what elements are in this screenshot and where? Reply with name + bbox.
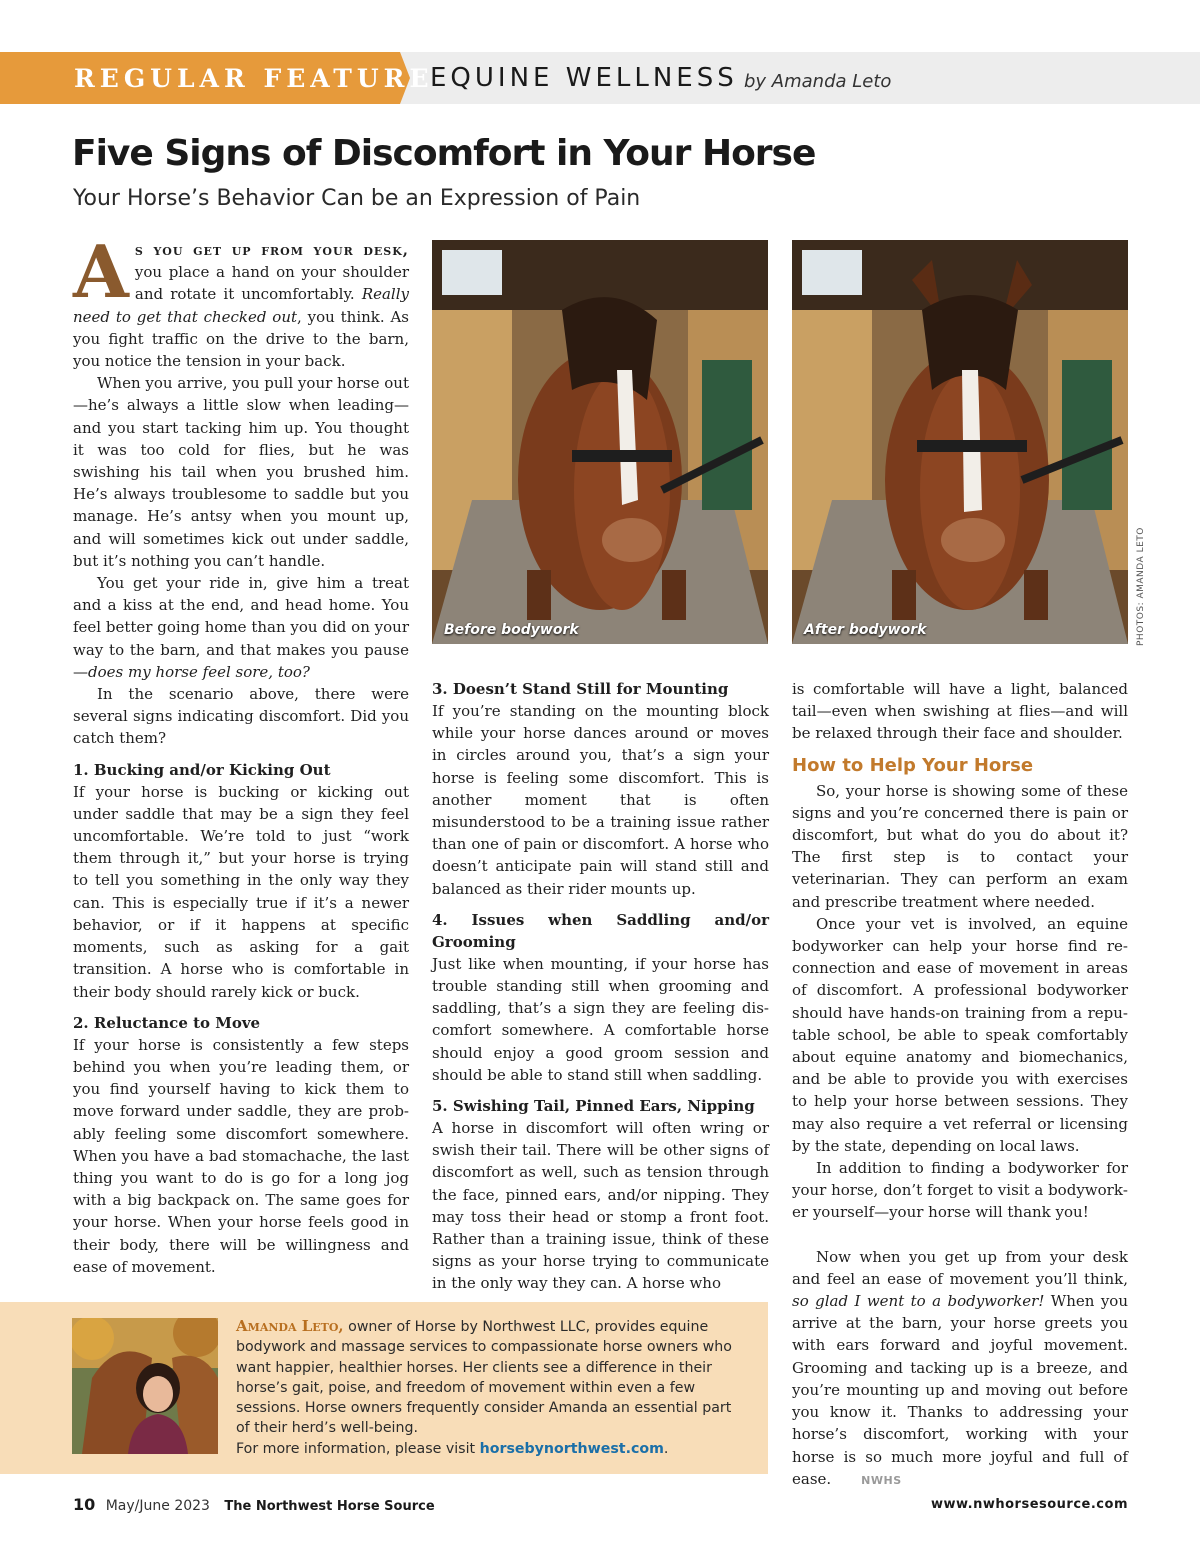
help-paragraph-1: So, your horse is showing some of these signs and you’re concerned there is pain or discomfort, but what do you do about it? The first step is to contact your veterinarian. They can perform an exam and prescribe treatment where needed. xyxy=(792,781,1128,911)
closing-italic: so glad I went to a bodyworker! xyxy=(792,1292,1045,1311)
lead-text-2: , you think. As you fight traffic on the drive to the barn, you notice the tension in your back. xyxy=(73,307,409,371)
lead-text-1: you place a hand on your shoulder and rotate it uncomfortably. xyxy=(134,263,409,304)
page-number: 10 xyxy=(73,1495,96,1514)
section-label: EQUINE WELLNESS xyxy=(430,63,738,93)
footer-left xyxy=(73,1495,435,1514)
closing-text-2: When you arrive at the barn, your horse greets you with ears forward and joyful movement. Grooming and tacking up is a breeze, and you’re mounting up and moving out before you know it. Thanks to addressing your horse’s discomfort, working with your horse is so much more joyful and full of ease. xyxy=(792,1292,1128,1488)
issue-date: May/June 2023 xyxy=(105,1498,210,1514)
photo-caption-after: After bodywork xyxy=(804,622,927,638)
paragraph-3-italic: does my horse feel sore, too? xyxy=(88,662,310,681)
text-column-2 xyxy=(432,678,769,1295)
photo-before-bodywork xyxy=(432,240,768,644)
section-4-heading: 4. Issues when Saddling and/or Grooming xyxy=(432,910,769,951)
horse-image-after xyxy=(792,240,1128,644)
drop-cap: A xyxy=(73,229,129,314)
author-name: Amanda Leto, xyxy=(236,1317,344,1335)
help-heading: How to Help Your Horse xyxy=(792,754,1034,776)
paragraph-3 xyxy=(73,572,409,683)
paragraph-3-text: You get your ride in, give him a treat and a kiss at the end, and head home. You feel better going home than you did on your way to the barn, and that makes you pause— xyxy=(73,574,409,681)
help-paragraph-3: In addition to finding a bodyworker for your horse, don’t forget to visit a bodyworker yourself—your horse will thank you! xyxy=(792,1159,1128,1222)
author-description: owner of Horse by Northwest LLC, provides equine bodywork and massage services to compassionate horse owners who want happier, healthier horses. Her clients see a difference in their horse’s gait, poise, and freedom of movement within even a few sessions. Horse owners frequently consider Amanda an essential part of their herd’s well-being. xyxy=(236,1319,732,1437)
photo-after-bodywork xyxy=(792,240,1128,644)
paragraph-4: In the scenario above, there were several signs indicating discomfort. Did you catch them? xyxy=(73,685,409,748)
footer-website[interactable]: www.nwhorsesource.com xyxy=(930,1497,1128,1512)
closing-text-1: Now when you get up from your desk and feel an ease of movement you’ll think, xyxy=(792,1247,1128,1288)
photo-credit: PHOTOS: AMANDA LETO xyxy=(1136,527,1146,646)
end-mark: NWHS xyxy=(861,1473,902,1487)
article-subtitle: Your Horse’s Behavior Can be an Expression of Pain xyxy=(73,186,641,211)
help-paragraph-2: Once your vet is involved, an equine bodyworker can help your horse find reconnection and ease of movement in areas of discomfort. A professional bodyworker should have hands-on training from a reputable school, be able to speak comfortably about equine anatomy and biomechanics, and be able to provide you with exercises to help your horse between sessions. They may also require a vet referral or licensing by the state, depending on local laws. xyxy=(792,914,1128,1155)
closing-paragraph xyxy=(792,1246,1128,1492)
text-column-3 xyxy=(792,678,1128,1492)
author-link-end: . xyxy=(663,1440,669,1457)
section-3-heading: 3. Doesn’t Stand Still for Mounting xyxy=(432,680,729,698)
author-bio-text xyxy=(236,1316,736,1459)
author-photo xyxy=(72,1318,218,1454)
magazine-name: The Northwest Horse Source xyxy=(224,1499,435,1514)
author-website-link[interactable]: horsebynorthwest.com xyxy=(479,1440,664,1457)
section-5-continued: is comfortable will have a light, balanced tail—even when swishing at flies—and will be relaxed through their face and shoulder. xyxy=(792,680,1128,743)
horse-image-before xyxy=(432,240,768,644)
lead-italic: Really need to get that checked out xyxy=(73,285,409,326)
section-2-body: If your horse is consistently a few steps behind you when you’re leading them, or you find yourself having to kick them to move forward under saddle, they are probably feeling some discomfort somewhere. When you have a bad stomachache, the last thing you want to do is go for a long jog with a big backpack on. The same goes for your horse. When your horse feels good in their body, there will be willingness and ease of movement. xyxy=(73,1035,409,1276)
text-column-1 xyxy=(73,229,409,1278)
section-3-body: If you’re standing on the mounting block while your horse dances around or moves in circles around you, that’s a sign your horse is feeling some discomfort. This is another moment that is often misunderstood to be a training issue rather than one of pain or discomfort. A horse who doesn’t anticipate pain will stand still and balanced as their rider mounts up. xyxy=(432,702,769,898)
lead-paragraph xyxy=(73,229,409,372)
section-1-body: If your horse is bucking or kicking out under saddle that may be a sign they feel uncomfortable. We’re told to just “work them through it,” but your horse is trying to tell you something in the only way they can. This is especially true if it’s a newer behavior, or if it happens at specific moments, such as asking for a gait transition. A horse who is comfortable in their body should rarely kick or buck. xyxy=(73,782,409,1001)
section-5-heading: 5. Swishing Tail, Pinned Ears, Nipping xyxy=(432,1097,755,1116)
article-title: Five Signs of Discomfort in Your Horse xyxy=(72,133,816,174)
author-portrait-image xyxy=(72,1318,218,1454)
lead-smallcaps: s you get up from your desk, xyxy=(134,241,409,259)
section-1-heading: 1. Bucking and/or Kicking Out xyxy=(73,760,331,779)
section-4-body: Just like when mounting, if your horse has trouble standing still when grooming and saddling, that’s a sign they are feeling discomfort somewhere. A comfortable horse should enjoy a good groom session and should be able to stand still when saddling. xyxy=(432,954,769,1084)
section-5-body: A horse in discomfort will often wring or swish their tail. There will be other signs of discomfort as well, such as tension through the face, pinned ears, and/or nipping. They may toss their head or stomp a front foot. Rather than a training issue, think of these signs as your horse trying to communicate in the only way they can. A horse who xyxy=(432,1119,769,1293)
photo-caption-before: Before bodywork xyxy=(444,622,579,638)
paragraph-2: When you arrive, you pull your horse out—he’s always a little slow when leading—and you start tacking him up. You thought it was too cold for flies, but he was swishing his tail when you brushed him. He’s always troublesome to saddle but you manage. He’s antsy when you mount up, and will sometimes kick out under saddle, but it’s nothing you can’t handle. xyxy=(73,374,409,570)
feature-label: REGULAR FEATURE xyxy=(74,64,434,93)
section-2-heading: 2. Reluctance to Move xyxy=(73,1013,261,1032)
author-more-info: For more information, please visit xyxy=(236,1440,480,1457)
byline: by Amanda Leto xyxy=(744,71,892,92)
